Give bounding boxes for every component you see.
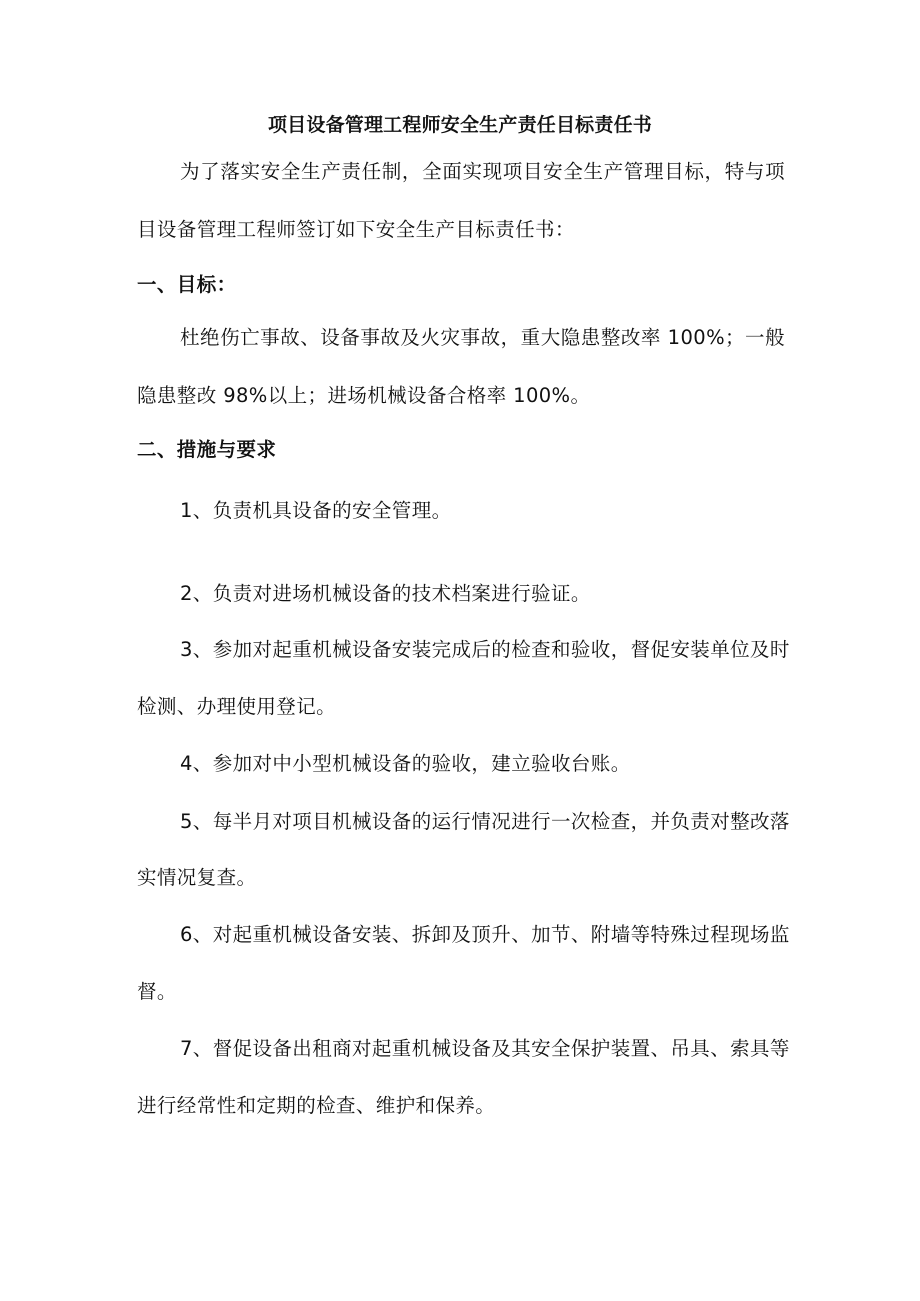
item-5-line-2: 实情况复查。 [137, 866, 257, 889]
section-1-para-line-1: 杜绝伤亡事故、设备事故及火灾事故，重大隐患整改率 100%；一般 [180, 326, 785, 349]
item-7-line-1: 7、督促设备出租商对起重机械设备及其安全保护装置、吊具、索具等 [180, 1037, 790, 1060]
item-6-line-2: 督。 [137, 980, 177, 1003]
intro-line-2: 目设备管理工程师签订如下安全生产目标责任书： [137, 218, 575, 241]
item-3-line-2: 检测、办理使用登记。 [137, 695, 337, 718]
item-1-line-1: 1、负责机具设备的安全管理。 [180, 499, 452, 522]
section-1-heading: 一、目标： [137, 273, 237, 296]
item-4-line-1: 4、参加对中小型机械设备的验收，建立验收台账。 [180, 752, 631, 775]
item-7-line-2: 进行经常性和定期的检查、维护和保养。 [137, 1094, 496, 1117]
section-1-para-line-2: 隐患整改 98%以上；进场机械设备合格率 100%。 [137, 384, 591, 407]
item-3-line-1: 3、参加对起重机械设备安装完成后的检查和验收，督促安装单位及时 [180, 638, 790, 661]
item-6-line-1: 6、对起重机械设备安装、拆卸及顶升、加节、附墙等特殊过程现场监 [180, 923, 790, 946]
item-5-line-1: 5、每半月对项目机械设备的运行情况进行一次检查，并负责对整改落 [180, 810, 790, 833]
item-2-line-1: 2、负责对进场机械设备的技术档案进行验证。 [180, 582, 591, 605]
intro-line-1: 为了落实安全生产责任制，全面实现项目安全生产管理目标，特与项 [180, 160, 785, 183]
section-2-heading: 二、措施与要求 [137, 438, 277, 461]
document-title: 项目设备管理工程师安全生产责任目标责任书 [267, 114, 652, 136]
